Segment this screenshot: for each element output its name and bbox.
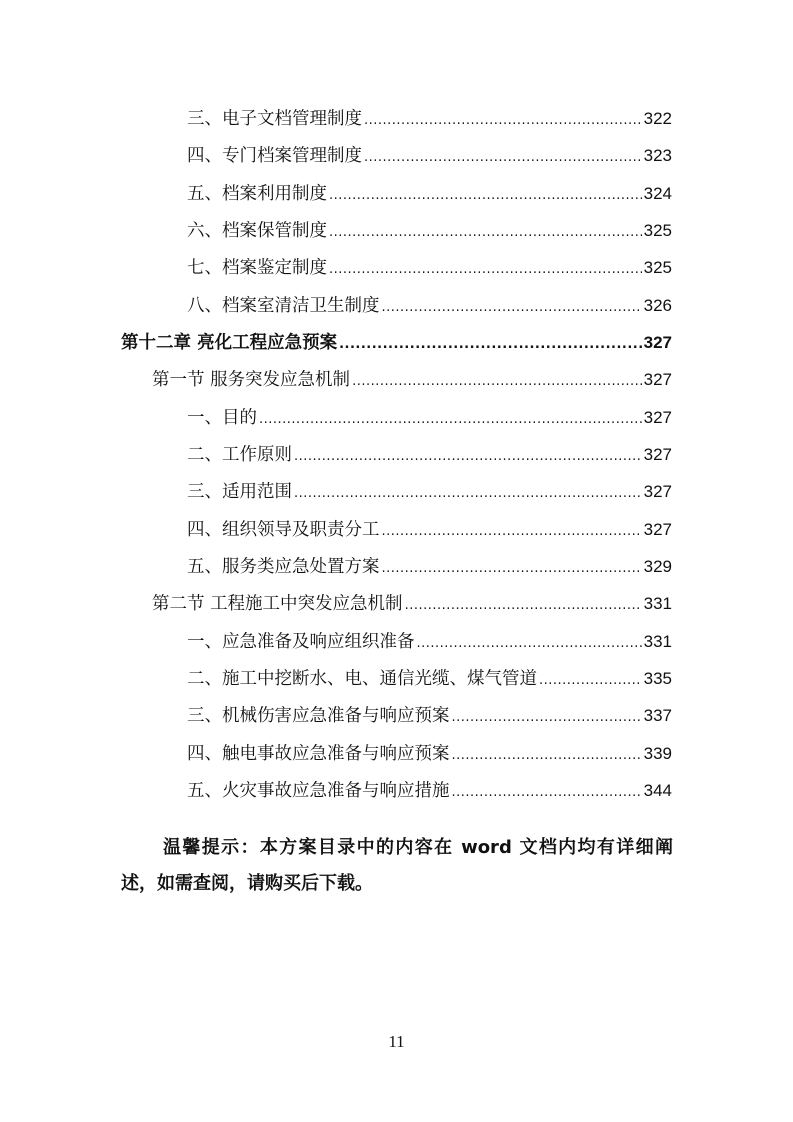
toc-leader [364,106,642,134]
toc-section-entry[interactable] [152,367,672,393]
toc-leader [329,181,642,209]
toc-leader [339,330,642,358]
toc-entry-title: 三、机械伤害应急准备与响应预案 [187,706,450,726]
toc-entry-title: 四、组织领导及职责分工 [187,520,380,540]
toc-entry-title: 第一节 服务突发应急机制 [152,370,351,390]
toc-entry-title: 四、触电事故应急准备与响应预案 [187,744,450,764]
toc-leader [352,367,642,395]
toc-entry-page: 327 [643,520,672,539]
toc-entry[interactable] [187,143,672,169]
toc-entry-title: 三、适用范围 [187,482,292,502]
toc-entry[interactable] [187,629,672,655]
toc-entry-page: 327 [643,408,672,427]
toc-entry-page: 324 [643,184,672,203]
toc-chapter-entry[interactable] [121,330,672,356]
toc-leader [452,778,642,806]
toc-entry[interactable] [187,554,672,580]
toc-entry-title: 五、服务类应急处置方案 [187,557,380,577]
toc-leader [417,629,642,657]
toc-entry[interactable] [187,442,672,468]
toc-entry[interactable] [187,255,672,281]
toc-entry-page: 327 [643,482,672,501]
toc-entry-page: 339 [643,744,672,763]
toc-entry-page: 327 [643,333,672,352]
toc-entry-page: 327 [643,370,672,389]
toc-entry-page: 325 [643,258,672,277]
toc-leader [294,442,642,470]
toc-entry[interactable] [187,293,672,319]
toc-leader [259,405,642,433]
toc-entry-title: 八、档案室清洁卫生制度 [187,296,380,316]
toc-entry[interactable] [187,741,672,767]
toc-entry-title: 三、电子文档管理制度 [187,109,362,129]
toc-entry-page: 325 [643,221,672,240]
toc-entry[interactable] [187,703,672,729]
toc-leader [329,218,642,246]
download-tip: 温馨提示：本方案目录中的内容在 word 文档内均有详细阐述，如需查阅，请购买后下载。 [121,837,673,894]
toc-entry-title: 七、档案鉴定制度 [187,258,327,278]
toc-entry[interactable] [187,479,672,505]
toc-leader [405,591,642,619]
toc-entry[interactable] [187,517,672,543]
toc-entry[interactable] [187,106,672,132]
toc-leader [364,143,642,171]
toc-entry[interactable] [187,666,672,692]
toc-leader [382,554,642,582]
toc-entry-title: 第十二章 亮化工程应急预案 [121,333,338,353]
toc-entry-title: 六、档案保管制度 [187,221,327,241]
toc-entry-page: 327 [643,445,672,464]
toc-entry-title: 一、应急准备及响应组织准备 [187,632,415,652]
toc-leader [452,741,642,769]
toc-entry-page: 335 [643,669,672,688]
toc-entry-page: 322 [643,109,672,128]
toc-section-entry[interactable] [152,591,672,617]
toc-leader [329,255,642,283]
toc-entry-title: 五、档案利用制度 [187,184,327,204]
toc-entry-page: 329 [643,557,672,576]
toc-entry-title: 二、施工中挖断水、电、通信光缆、煤气管道 [187,669,537,689]
toc-entry-title: 一、目的 [187,408,257,428]
toc-entry[interactable] [187,218,672,244]
toc-leader [382,517,642,545]
toc-entry-page: 337 [643,706,672,725]
toc-entry-page: 331 [643,594,672,613]
toc-entry-page: 331 [643,632,672,651]
toc-entry-title: 第二节 工程施工中突发应急机制 [152,594,403,614]
toc-leader [382,293,642,321]
toc-entry-page: 344 [643,781,672,800]
toc-entry-page: 323 [643,146,672,165]
toc-entry-title: 二、工作原则 [187,445,292,465]
toc-entry-page: 326 [643,296,672,315]
toc-entry[interactable] [187,405,672,431]
toc-leader [452,703,642,731]
toc-entry[interactable] [187,778,672,804]
toc-leader [539,666,642,694]
toc-entry[interactable] [187,181,672,207]
toc-entry-title: 四、专门档案管理制度 [187,146,362,166]
toc-leader [294,479,642,507]
page-number: 11 [388,1032,405,1051]
toc-entry-title: 五、火灾事故应急准备与响应措施 [187,781,450,801]
